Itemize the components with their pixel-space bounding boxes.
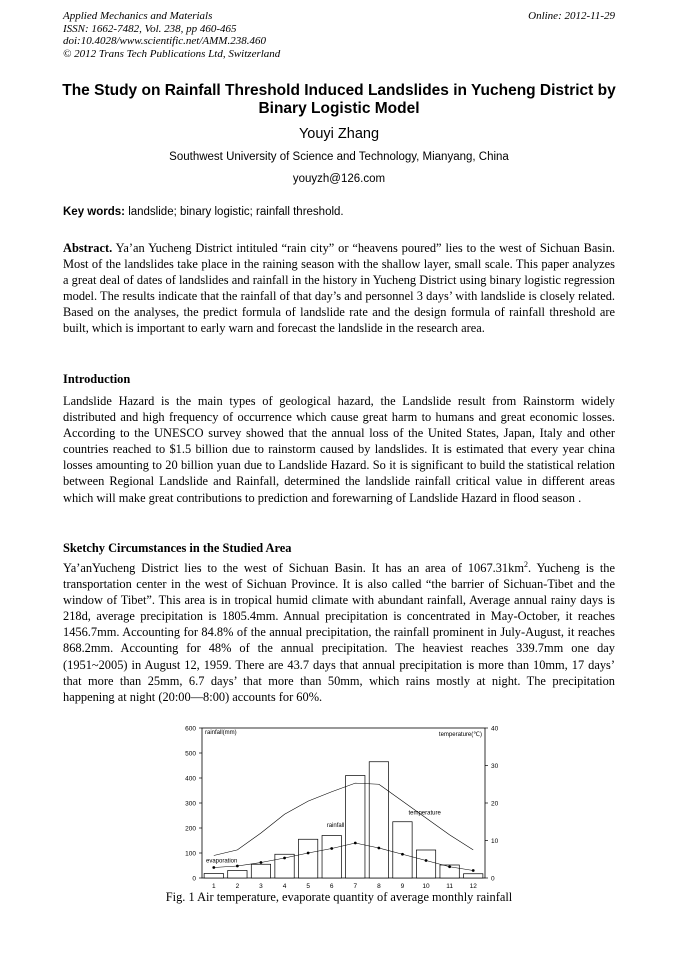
journal-header — [63, 10, 615, 60]
paper-title: The Study on Rainfall Threshold Induced Landslides in Yucheng District by Binary Logistic Model — [62, 82, 616, 117]
evaporation-point — [212, 866, 215, 869]
introduction-paragraph: Landslide Hazard is the main types of geological hazard, the Landslide result from Rainstorm widely distributed and high frequency of occurrence which cause great harm to humans and great economic losses. According to the UNESCO survey showed that the annual loss of the United States, Japan, Italy and other countries reached to $1.5 billion due to rainstorm caused by landslides. It is estimated that every year china losses amounting to 20 billion yuan due to Landslide Hazard. So it is significant to build the statistical relation between Regional Landslide and Rainfall, determined the landslide rainfall critical value in different areas which will make great contributions to prediction and forewarning of Landslide Hazard in flood season . — [63, 394, 615, 505]
left-tick-label: 400 — [185, 775, 196, 783]
x-tick-label: 10 — [422, 883, 430, 890]
climate-chart — [160, 718, 540, 894]
study-area-heading: Sketchy Circumstances in the Studied Area — [63, 541, 292, 555]
online-date: Online: 2012-11-29 — [528, 10, 615, 22]
area-superscript: 2 — [523, 559, 528, 569]
rainfall-bar — [393, 822, 412, 878]
rainfall-bar — [228, 871, 247, 879]
right-tick-label: 40 — [491, 725, 499, 733]
abstract-text: Ya’an Yucheng District intituled “rain city” or “heavens poured” lies to the west of Sichuan Basin. Most of the landslides take place in the raining season with the shallow layer, small scale. This paper analyzes a great deal of dates of landslides and rainfall in the history in Yucheng District using binary logistic regression model. The results indicate that the rainfall of that day’s and personnel 3 days’ with landslide is closely related. Based on the analyses, the predict formula of landslide rate and the design formula of rainfall threshold are built, which is important to early warn and forecast the landslide in the research area. — [63, 241, 615, 336]
keywords-label: Key words: — [63, 206, 125, 218]
rainfall-bar — [251, 864, 270, 878]
rainfall-bar — [346, 776, 365, 879]
right-tick-label: 10 — [491, 838, 499, 845]
x-tick-label: 4 — [282, 883, 287, 890]
rainfall-annotation: rainfall — [326, 822, 345, 829]
evaporation-point — [472, 869, 475, 872]
left-tick-label: 500 — [185, 750, 196, 758]
journal-name: Applied Mechanics and Materials — [63, 10, 213, 22]
figure-1 — [160, 718, 540, 894]
left-axis-label: rainfall(mm) — [205, 730, 237, 736]
temperature-line — [214, 783, 473, 855]
abstract-paragraph — [63, 240, 615, 337]
study-area-text-1: Ya’anYucheng District lies to the west of Sichuan Basin. It has an area of 1067.31km — [63, 561, 524, 575]
affiliation: Southwest University of Science and Technology, Mianyang, China — [169, 151, 509, 163]
x-tick-label: 11 — [446, 883, 453, 890]
keywords — [63, 206, 615, 218]
evaporation-point — [330, 847, 333, 850]
x-tick-label: 3 — [259, 883, 263, 890]
right-tick-label: 20 — [491, 800, 499, 808]
right-axis-label: temperature(℃) — [438, 732, 482, 738]
x-tick-label: 7 — [353, 883, 358, 890]
left-tick-label: 600 — [185, 725, 196, 733]
study-area-text-2: . Yucheng is the transportation center in the west of Sichuan Province. It is also called “the barrier of Sichuan-Tibet and the window of Tibet”. This area is in tropical humid climate with abundant rainfall, Average annual rainy days is 218d, average precipitation is 1805.4mm. Annual precipitation is concentrated in May-October, it reaches 1456.7mm. Accounting for 84.8% of the annual precipitation, the rainfall prominent in July-August, it reaches 868.2mm. Accounting for 48% of the annual precipitation. The heaviest reaches 339.7mm one day (1951~2005) in August 12, 1959. There are 43.7 days that annual precipitation is more than 10mm, 17 days’ that more than 25mm, 6.7 days’ that more than 50mm, which rains mostly at night. The precipitation happening at night (20:00—8:00) accounts for 60%. — [63, 561, 616, 704]
issn-line: ISSN: 1662-7482, Vol. 238, pp 460-465 — [63, 22, 237, 35]
left-tick-label: 300 — [185, 800, 196, 808]
abstract-label: Abstract. — [63, 241, 113, 255]
x-tick-label: 2 — [235, 883, 240, 890]
figure-caption: Fig. 1 Air temperature, evaporate quantity of average monthly rainfall — [165, 890, 513, 904]
author-email[interactable]: youyzh@126.com — [292, 173, 386, 185]
evaporation-point — [283, 857, 286, 860]
introduction-heading: Introduction — [63, 372, 131, 386]
rainfall-bar — [204, 874, 223, 879]
copyright-line: © 2012 Trans Tech Publications Ltd, Switzerland — [63, 47, 281, 60]
x-tick-label: 5 — [306, 883, 310, 890]
temperature-annotation: temperature — [408, 810, 441, 817]
rainfall-bar — [464, 874, 483, 878]
evaporation-point — [401, 853, 404, 856]
evaporation-point — [448, 865, 451, 868]
x-tick-label: 12 — [469, 883, 477, 890]
rainfall-bar — [322, 836, 341, 879]
rainfall-bar — [369, 762, 388, 878]
plot-frame — [202, 728, 485, 878]
right-tick-label: 0 — [491, 875, 495, 883]
evaporation-point — [377, 847, 380, 850]
left-tick-label: 0 — [192, 875, 196, 883]
evaporation-point — [236, 865, 239, 868]
evaporation-point — [307, 852, 310, 855]
keywords-text: landslide; binary logistic; rainfall threshold. — [125, 206, 344, 218]
left-tick-label: 200 — [185, 825, 196, 833]
x-tick-label: 8 — [377, 883, 381, 890]
evaporation-point — [354, 842, 357, 845]
x-tick-label: 9 — [400, 883, 405, 890]
study-area-paragraph — [63, 560, 615, 705]
x-tick-label: 1 — [211, 883, 216, 890]
evaporation-point — [260, 861, 263, 864]
left-tick-label: 100 — [185, 850, 196, 858]
author-name: Youyi Zhang — [298, 126, 380, 142]
right-tick-label: 30 — [491, 763, 499, 770]
doi-line: doi:10.4028/www.scientific.net/AMM.238.460 — [63, 35, 266, 47]
rainfall-bar — [416, 850, 435, 878]
evaporation-point — [425, 859, 428, 862]
x-tick-label: 6 — [329, 883, 334, 890]
evaporation-annotation: evaporation — [206, 858, 238, 865]
rainfall-bar — [298, 839, 317, 878]
